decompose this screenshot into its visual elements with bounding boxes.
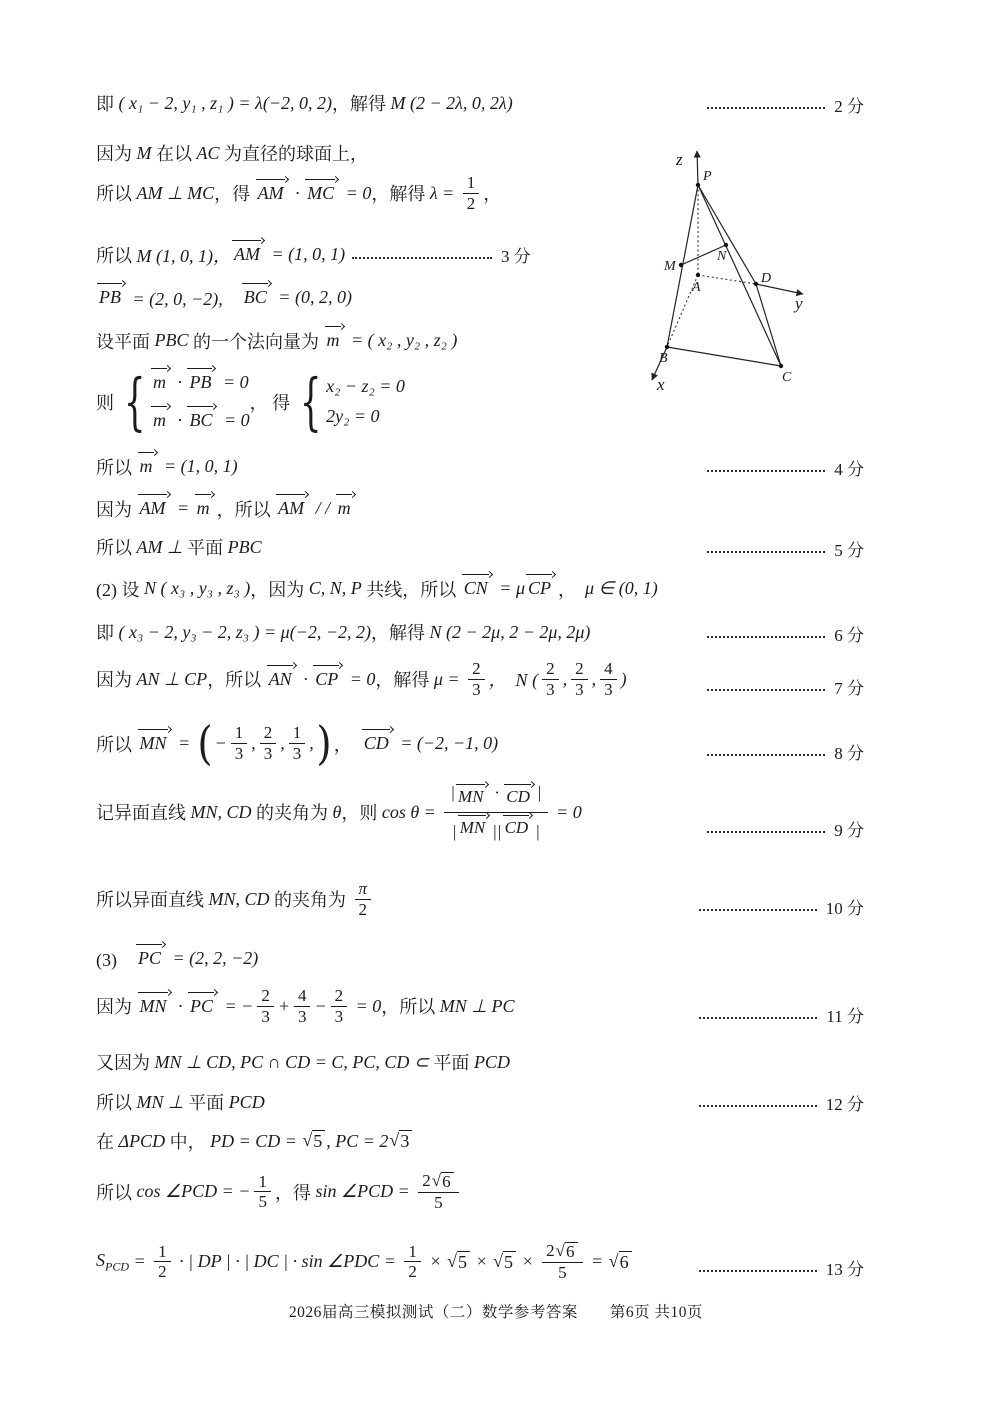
formula: = (2, 0, −2),: [128, 288, 241, 309]
text: ，解得: [375, 670, 434, 691]
fraction-pi-2: $\frac{\pi}{2}$: [355, 880, 372, 919]
score-marker-8: [707, 739, 864, 764]
solution-line-5: [96, 283, 352, 312]
text: 所以: [96, 734, 137, 755]
formula: ( x₃ − 2, y₃ − 2, z₃ ) = μ(−2, −2, 2): [118, 621, 372, 642]
sqrt-6: √ 6: [432, 1172, 454, 1191]
text: 因为: [96, 499, 137, 520]
formula: PBC: [227, 536, 262, 557]
formula: MN, CD: [208, 888, 270, 909]
figure-label-C: C: [782, 370, 792, 385]
score-marker-4: [707, 455, 864, 480]
fraction-1-5: $\frac{1}{5}$: [254, 1173, 271, 1212]
figure-label-N: N: [717, 249, 727, 264]
page-footer: 2026届高三模拟测试（二）数学参考答案 第6页 共10页: [288, 1304, 704, 1321]
vec-MN: MN: [456, 784, 489, 806]
solution-line-2: [96, 140, 368, 166]
vec-MN: MN: [138, 729, 172, 754]
left-brace: {: [123, 364, 146, 438]
vec-PC: PC: [136, 944, 166, 969]
solution-line-16: [96, 880, 375, 919]
vec-CD: CD: [503, 815, 534, 837]
vec-CD: CD: [504, 784, 535, 806]
solution-line-4: [96, 240, 345, 269]
figure-label-B: B: [659, 351, 668, 366]
vec-m: m: [195, 494, 215, 519]
sqrt-6: √ 6: [556, 1242, 578, 1261]
formula: N (2 − 2μ, 2 − 2μ, 2μ): [429, 621, 591, 642]
dotted-leader: [699, 1015, 817, 1019]
solution-line-20: [96, 1089, 265, 1115]
formula: = 0: [341, 182, 372, 203]
fraction-1-3: $\frac{1}{3}$: [231, 724, 248, 763]
formula: N ( x₃ , y₃ , z₃ ): [144, 578, 251, 598]
solution-line-11: (2) 设 N ( x₃ , y₃ , z₃ ) ，因为 C, N, P 共线，所以 CN = μ CP ， μ ∈ (0, 1): [96, 574, 658, 603]
vec-m: m: [151, 368, 171, 393]
dotted-leader: [699, 1268, 817, 1272]
sqrt-6: √ 6: [609, 1251, 632, 1273]
formula: MN, CD: [190, 801, 252, 822]
vec-CP: CP: [313, 665, 343, 690]
equation-system-1: m · PB = 0 m · BC = 0: [150, 368, 250, 435]
solution-line-6: [96, 326, 457, 355]
figure-label-D: D: [761, 271, 772, 286]
score-label: 11 分: [826, 1007, 864, 1026]
formula: M (2 − 2λ, 0, 2λ): [390, 92, 513, 113]
fraction-1-2: $\frac{1}{2}$: [404, 1243, 421, 1282]
vec-AM: AM: [256, 179, 289, 204]
score-marker-7: [707, 674, 864, 699]
text: 的夹角为: [251, 803, 333, 824]
formula: AM ⊥ MC: [136, 182, 215, 203]
fraction-1-2: $\frac{1}{2}$: [463, 174, 480, 213]
text: ，则: [341, 803, 382, 824]
vec-m: m: [325, 326, 345, 351]
left-brace: {: [299, 364, 322, 438]
vec-AN: AN: [267, 665, 297, 690]
vec-MN: MN: [458, 815, 491, 837]
text: 共线，所以: [361, 579, 461, 600]
solution-line-12: [96, 619, 590, 645]
text: 因为: [96, 997, 137, 1018]
solution-line-8: [96, 452, 238, 481]
vec-PB: PB: [187, 368, 216, 393]
text: 则: [96, 392, 119, 413]
score-marker-6: [707, 621, 864, 646]
score-label: 12 分: [825, 1095, 864, 1114]
figure-label-x: x: [657, 375, 665, 394]
text: 所以: [96, 1093, 137, 1113]
text: 平面: [428, 1053, 474, 1073]
solution-line-14: 所以 MN = ( − $\frac{1}{3}$ , $\frac{2}{3}$ , $\frac{1}{3}$ , ) ， CD = (−2, −1, 0): [96, 716, 499, 770]
vec-PC: PC: [188, 992, 218, 1017]
fraction-2sqrt6-5: 2 √ 6 5: [418, 1172, 458, 1212]
text: 即: [96, 94, 119, 114]
text: 平面: [182, 538, 228, 558]
formula: M: [136, 142, 152, 163]
figure-label-z: z: [676, 150, 683, 169]
dotted-leader: [707, 634, 825, 638]
fraction-2-3: $\frac{2}{3}$: [331, 987, 348, 1026]
dotted-leader: [707, 752, 825, 756]
text: (2) 设: [96, 579, 144, 600]
solution-line-22: 所以 cos ∠PCD = − $\frac{1}{5}$ ，得 sin ∠PCD = 2 √ 6 5: [96, 1172, 463, 1212]
formula: C, N, P: [308, 578, 362, 598]
equation-system-2: x₂ − z₂ = 0 2y₂ = 0: [326, 376, 405, 426]
dotted-leader: [707, 549, 825, 553]
formula: M (1, 0, 1)，: [136, 245, 231, 266]
score-marker-10: [699, 894, 864, 919]
vec-MC: MC: [305, 179, 339, 204]
formula: ΔPCD: [118, 1130, 166, 1151]
formula: μ ∈ (0, 1): [585, 578, 658, 598]
formula: · | DP | · | DC | · sin ∠PDC =: [174, 1251, 401, 1272]
solution-line-7: [96, 364, 405, 438]
dotted-leader: [707, 687, 825, 691]
dotted-leader: [352, 255, 492, 259]
fraction-2-3: $\frac{2}{3}$: [571, 660, 588, 699]
score-label: 3 分: [501, 247, 531, 266]
fraction-2sqrt6-5: 2 √ 6 5: [542, 1242, 582, 1282]
solution-line-3: [96, 174, 501, 213]
figure-label-P: P: [703, 169, 712, 184]
formula: PCD: [473, 1051, 510, 1072]
solid-geometry-figure: [618, 133, 850, 401]
score-label: 8 分: [834, 744, 864, 763]
text: ，: [558, 579, 585, 600]
text: 因为: [96, 670, 137, 691]
fraction-2-3: $\frac{2}{3}$: [257, 987, 274, 1026]
text: ，所以: [381, 997, 440, 1018]
solution-line-17: [96, 944, 258, 973]
dotted-leader: [707, 468, 825, 472]
score-marker-3: [352, 242, 531, 267]
operator: ·: [290, 182, 305, 203]
left-paren: (: [197, 716, 213, 770]
text: 中，: [165, 1132, 211, 1152]
text: 记异面直线: [96, 803, 191, 824]
cos-theta-fraction: | MN · CD | | MN || CD |: [444, 782, 547, 843]
score-marker-9: [707, 816, 864, 841]
sqrt-3: √ 3: [389, 1130, 412, 1152]
score-label: 6 分: [834, 626, 864, 645]
formula: MN ⊥ PC: [439, 995, 515, 1016]
solution-line-18: 因为 MN · PC = − $\frac{2}{3}$ + $\frac{4}{3}$ − $\frac{2}{3}$ = 0 ，所以 MN ⊥ PC: [96, 986, 515, 1026]
figure-label-y: y: [795, 294, 803, 313]
text: ，解得: [371, 623, 430, 643]
dotted-leader: [707, 105, 825, 109]
formula: = (2, 2, −2): [168, 948, 259, 968]
formula: = (−2, −1, 0): [395, 733, 499, 754]
text: 所以: [96, 245, 137, 266]
solution-line-21: 在 ΔPCD 中， PD = CD = √ 5 , PC = 2 √ 3: [96, 1128, 413, 1154]
fraction-1-3: $\frac{1}{3}$: [289, 724, 306, 763]
text: 在以: [151, 144, 197, 164]
text: ，: [483, 184, 502, 205]
formula: = (1, 0, 1): [266, 244, 346, 264]
text: 即: [96, 623, 119, 643]
text: 为直径的球面上，: [219, 144, 369, 164]
text: ，所以: [207, 670, 266, 691]
text: ，所以: [216, 499, 276, 520]
vec-PB: PB: [97, 283, 126, 308]
fraction-2-3: $\frac{2}{3}$: [542, 660, 559, 699]
score-label: 9 分: [834, 821, 864, 840]
text: 的一个法向量为: [188, 331, 324, 352]
fraction-2-3: $\frac{2}{3}$: [260, 724, 277, 763]
text: 的夹角为: [269, 890, 351, 911]
vec-AM: AM: [138, 494, 171, 519]
text: (3): [96, 949, 135, 970]
text: 又因为: [96, 1053, 155, 1073]
formula: λ =: [429, 182, 459, 203]
solution-line-10: [96, 534, 262, 560]
sqrt-5: √ 5: [447, 1251, 470, 1273]
text: 所以: [96, 538, 137, 558]
fraction-1-2: $\frac{1}{2}$: [154, 1243, 171, 1282]
figure-label-A: A: [692, 280, 701, 295]
formula: MN ⊥ CD, PC ∩ CD = C, PC, CD ⊂: [154, 1051, 429, 1072]
text: ，得: [214, 184, 255, 205]
formula: MN ⊥: [136, 1091, 184, 1112]
figure-label-M: M: [664, 259, 676, 274]
fraction-4-3: $\frac{4}{3}$: [294, 987, 311, 1026]
right-paren: ): [316, 716, 332, 770]
area-symbol: $S_{PCD}$: [96, 1249, 129, 1274]
text: ，得: [274, 1182, 316, 1203]
score-label: 2 分: [834, 97, 864, 116]
score-marker-2: [707, 92, 864, 117]
text: 设平面: [96, 331, 155, 352]
score-label: 13 分: [825, 1260, 864, 1279]
text: 平面: [183, 1093, 229, 1113]
text: 所以: [96, 184, 137, 205]
vec-BC: BC: [242, 283, 272, 308]
formula: AC: [196, 142, 220, 163]
solution-line-1: [96, 90, 513, 116]
text: 所以异面直线: [96, 890, 209, 911]
z-axis: [697, 151, 698, 185]
text: ， 得: [249, 392, 295, 413]
formula: = (1, 0, 1): [159, 456, 238, 476]
formula: PCD: [228, 1091, 265, 1112]
text: ，解得: [331, 94, 391, 114]
score-marker-13: [699, 1255, 864, 1280]
text: 因为: [96, 144, 137, 164]
vec-CN: CN: [462, 574, 493, 599]
formula: ( x₁ − 2, y₁ , z₁ ) = λ(−2, 0, 2): [118, 92, 332, 113]
formula: AM ⊥: [136, 536, 183, 557]
dotted-leader: [699, 1103, 817, 1107]
text: ，因为: [250, 579, 309, 600]
vec-MN: MN: [138, 992, 172, 1017]
solution-line-13: 因为 AN ⊥ CP ，所以 AN · CP = 0 ，解得 μ = $\frac{2}{3}$ ， N ( $\frac{2}{3}$ , $\frac{2}{3}$ , $\frac{4}{3}$ ): [96, 659, 627, 699]
score-label: 10 分: [825, 899, 864, 918]
score-marker-5: [707, 536, 864, 561]
vec-BC: BC: [187, 406, 217, 431]
vec-m: m: [336, 494, 356, 519]
vec-AM: AM: [232, 240, 265, 265]
formula: AN ⊥ CP: [136, 668, 208, 689]
score-label: 5 分: [834, 541, 864, 560]
parallel-sign: / /: [311, 498, 335, 518]
score-marker-11: [699, 1002, 864, 1027]
vec-m: m: [151, 406, 171, 431]
text: ，解得: [371, 184, 430, 205]
solution-line-19: [96, 1049, 510, 1075]
score-label: 7 分: [834, 679, 864, 698]
text: 在: [96, 1132, 119, 1152]
score-marker-12: [699, 1090, 864, 1115]
solution-line-23: $S_{PCD}$ = $\frac{1}{2}$ · | DP | · | DC | · sin ∠PDC = $\frac{1}{2}$ × √ 5 × √ 5 × 2 √ 6 5 = √ 6: [96, 1242, 633, 1282]
text: 所以: [96, 1182, 137, 1203]
fraction-4-3: $\frac{4}{3}$: [600, 660, 617, 699]
formula: = (0, 2, 0): [273, 287, 352, 307]
sqrt-5: √ 5: [493, 1251, 516, 1273]
vec-AM: AM: [276, 494, 309, 519]
formula: = ( x₂ , y₂ , z₂ ): [346, 330, 458, 350]
dotted-leader: [699, 907, 817, 911]
solution-line-9: 因为 AM = m ，所以 AM / / m: [96, 494, 358, 523]
text: 所以: [96, 457, 137, 478]
vec-CD: CD: [362, 729, 394, 754]
text: ，: [333, 734, 361, 755]
vec-m: m: [138, 452, 158, 477]
dotted-leader: [707, 829, 825, 833]
fraction-2-3: $\frac{2}{3}$: [468, 660, 485, 699]
formula: PBC: [154, 330, 189, 350]
vec-CP: CP: [526, 574, 556, 599]
sqrt-5: √ 5: [302, 1130, 325, 1152]
score-label: 4 分: [834, 460, 864, 479]
solution-line-15: 记异面直线 MN, CD 的夹角为 θ ，则 cos θ = | MN · CD | | MN || CD | = 0: [96, 783, 582, 841]
